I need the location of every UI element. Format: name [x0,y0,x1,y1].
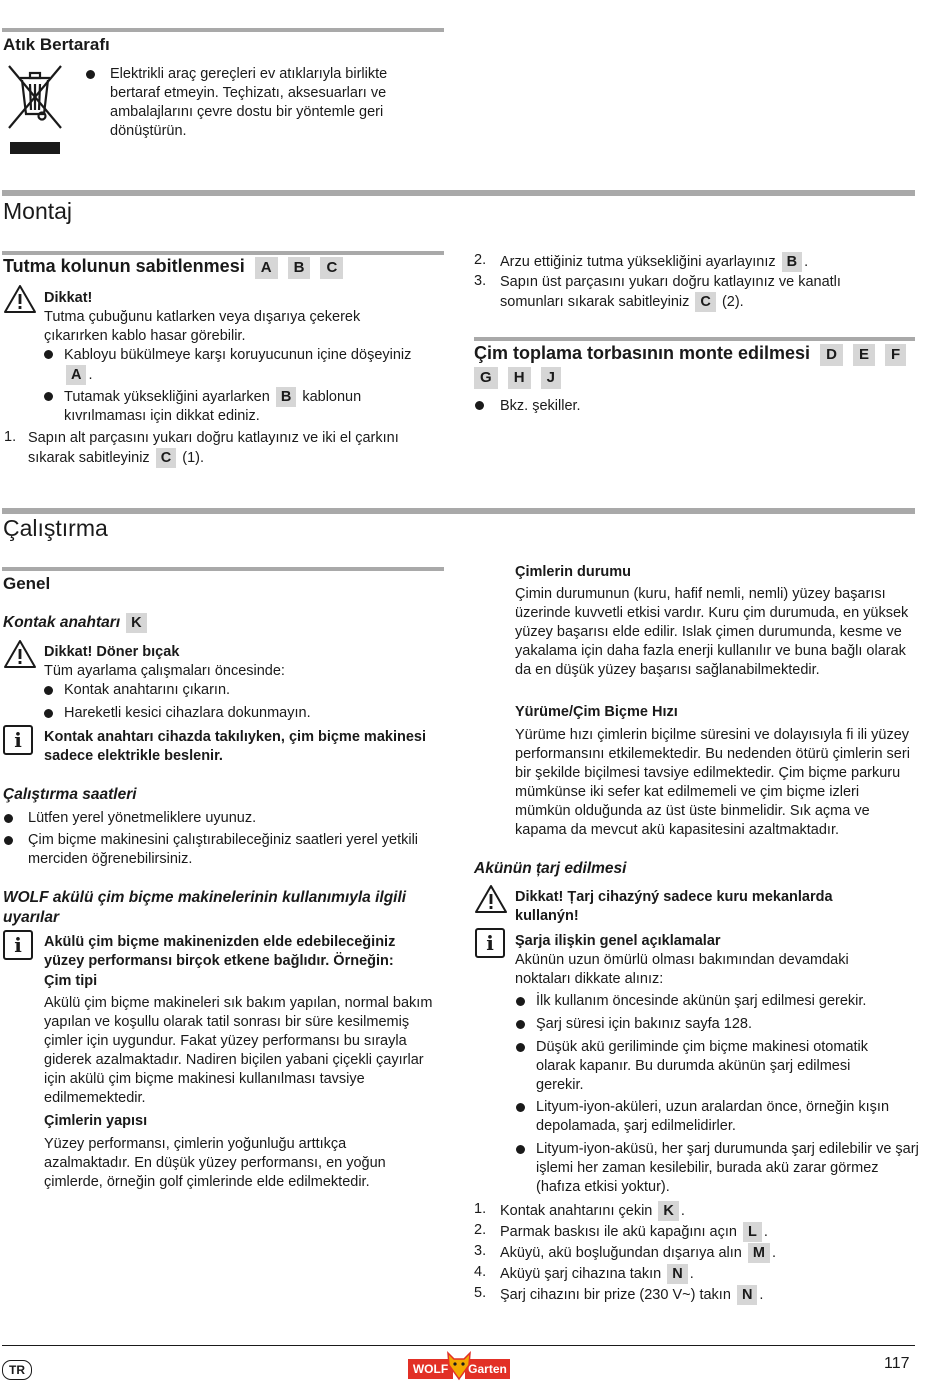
figure-tag: C [320,257,343,279]
info-icon: i [475,928,505,958]
step-text: Sapın üst parçasını yukarı doğru katlayınız ve kanatlı [500,274,841,290]
list-item: Kontak anahtarını çıkarın. [64,682,231,698]
figure-tag: E [853,344,875,366]
grass-structure-text: Yüzey performansı, çimlerin yoğunluğu arttıkça azalmaktadır. En düşük yüzey performansı, en yoğun çimlerde, örneğin golf çimlerinde elde edilmektedir. [44,1136,386,1190]
warning-text: Tüm ayarlama çalışmaları öncesinde: [44,663,285,679]
figure-tag: G [474,367,498,389]
charging-title: Akünün țarj edilmesi [474,860,627,877]
figure-tag: B [276,387,296,407]
speed-text: Yürüme hızı çimlerin biçilme süresini ve dolayısıyla fi ili yüzey performansını etkilemektedir. Bu nedenden ötürü çimlerin seri bir şekilde biçilmesi tavsiye edilmektedir. Çim biçme parkuru mümkünse iki sefer kat edilmemeli ve çim biçme izleri mümkün olduğunda az üst üste binmelidir. Sık açma ve kapama da mevcut akü kapasitesini azaltmaktadır. [515,727,910,838]
speed-title: Yürüme/Çim Biçme Hızı [515,704,678,720]
info-text: Akülü çim biçme makinenizden elde edebileceğiniz yüzey performansı birçok etkene bağlıdır. Örneğin: [44,934,396,969]
section-rule [2,567,444,571]
warning-icon [3,284,37,314]
bullet-dot [86,70,95,79]
info-text: Kontak anahtarı cihazda takılıyken, çim biçme makinesi sadece elektrikle beslenir. [44,729,426,764]
figure-tag: K [658,1201,678,1221]
list-item: Bkz. şekiller. [500,398,581,414]
bullet-dot [516,1043,525,1052]
key-title: Kontak anahtarı [3,613,121,631]
step-text: Sapın alt parçasını yukarı doğru katlayınız ve iki el çarkını [28,430,399,446]
step-item [500,1264,694,1284]
figure-tag: N [737,1285,757,1305]
bullet-dot [4,814,13,823]
step-item [500,1201,685,1221]
bullet-dot [516,1145,525,1154]
step-text: . [763,1223,768,1240]
step-text: . [680,1202,685,1219]
warning-title: Dikkat! Döner bıçak [44,644,180,660]
footer-rule [2,1345,915,1346]
key-heading [3,613,149,633]
step-text: Aküyü şarj cihazına takın [500,1265,662,1282]
info-icon: i [3,930,33,960]
wolf-head-icon [446,1351,472,1381]
step-number: 1. [474,1201,487,1217]
list-item: Lütfen yerel yönetmeliklere uyunuz. [28,810,257,826]
list-item: Şarj süresi için bakınız sayfa 128. [536,1016,752,1032]
list-item-text: Tutamak yüksekliğini ayarlarken [64,388,270,405]
figure-tag: A [66,365,86,385]
figure-tag: B [288,257,311,279]
section-rule [2,508,915,514]
step-item [500,252,920,272]
step-text: somunları sıkarak sabitleyiniz [500,293,690,310]
step-number: 2. [474,1222,487,1238]
warning-icon [474,884,508,914]
grass-condition-title: Çimlerin durumu [515,564,632,580]
list-item-text: Kabloyu bükülmeye karşı koruyucunun içine döşeyiniz [64,347,412,363]
figure-tag: A [255,257,278,279]
bullet-dot [44,709,53,718]
bullet-dot [516,1020,525,1029]
bullet-dot [516,997,525,1006]
list-item-text: kablonun [302,388,362,405]
step-number: 4. [474,1264,487,1280]
list-item: Lityum-iyon-aküleri, uzun aralardan önce, örneğin kışın depolamada, şarj edilmelidirler. [536,1099,890,1134]
step-text: Arzu ettiğiniz tutma yüksekliğini ayarlayınız [500,253,776,270]
list-item [64,387,439,426]
section-rule [474,337,915,341]
section-rule [2,190,915,196]
list-item-text: . [88,366,93,383]
step-text: Kontak anahtarını çekin [500,1202,653,1219]
figure-tag: K [126,613,146,633]
handle-title: Tutma kolunun sabitlenmesi [3,256,245,276]
crossed-bin-icon [6,64,64,156]
montaj-title: Montaj [3,198,73,224]
step-number: 3. [474,1243,487,1259]
step-item [28,429,443,468]
bullet-dot [44,350,53,359]
list-item-text: kıvrılmaması için dikkat ediniz. [64,408,260,424]
notes-title: WOLF akülü çim biçme makinelerinin kullanımıyla ilgili uyarılar [3,889,407,926]
grass-bag-title: Çim toplama torbasının monte edilmesi [474,343,811,363]
info-icon: i [3,725,33,755]
step-number: 2. [474,252,487,268]
step-number: 5. [474,1285,487,1301]
step-item [500,1285,763,1305]
step-text: Parmak baskısı ile akü kapağını açın [500,1223,737,1240]
section-rule [2,28,444,32]
step-text: Aküyü, akü boşluğundan dışarıya alın [500,1244,742,1261]
grass-bag-heading [474,342,915,390]
list-item: Lityum-iyon-aküsü, her şarj durumunda şarj edilebilir ve şarj işlemi her zaman kesilebilir, burada akü zarar görmez (hafıza etkisi yoktur). [536,1141,919,1195]
bullet-dot [516,1103,525,1112]
info-title: Şarja ilişkin genel açıklamalar [515,933,721,949]
figure-tag: F [885,344,906,366]
step-text: . [804,253,809,270]
step-text: Şarj cihazını bir prize (230 V~) takın [500,1286,731,1303]
figure-tag: C [695,292,715,312]
step-item [500,273,920,312]
operation-title: Çalıştırma [3,515,108,541]
page-number: 117 [884,1355,910,1372]
bullet-dot [44,392,53,401]
hours-title: Çalıştırma saatleri [3,786,137,803]
grass-type-title: Çim tipi [44,973,98,989]
figure-tag: J [541,367,561,389]
figure-tag: D [820,344,843,366]
warning-text: Tutma çubuğunu katlarken veya dışarıya çekerek çıkarırken kablo hasar görebilir. [44,309,361,344]
handle-heading [3,256,443,279]
warning-icon [3,639,37,669]
grass-condition-text: Çimin durumunun (kuru, hafif nemli, nemli) yüzey başarısı üzerinde kuvvetli etkisi vardır. Kuru çim durumuda, en yüksek yüzey başarısı elde edilir. Islak çimen durumunda, kesme ve yakalama için daha fazla enerji kullanılır ve buna bağlı olarak da en düşük yüzey başarısı sağlanabilmektedir. [515,586,909,678]
bullet-dot [44,686,53,695]
list-item: Hareketli kesici cihazlara dokunmayın. [64,705,311,721]
list-item [64,346,439,385]
step-text: . [759,1286,764,1303]
step-number: 3. [474,273,487,289]
figure-tag: M [748,1243,770,1263]
logo-right-text: Garten [465,1359,510,1379]
figure-tag: H [508,367,531,389]
warning-title: Dikkat! [44,290,93,306]
warning-text: Dikkat! Țarj cihazýný sadece kuru mekanlarda kullanýn! [515,889,833,924]
grass-structure-title: Çimlerin yapısı [44,1113,148,1129]
info-text: Akünün uzun ömürlü olması bakımından devamdaki noktaları dikkate alınız: [515,952,849,987]
bullet-dot [4,836,13,845]
step-text: (2). [721,293,744,310]
grass-type-text: Akülü çim biçme makineleri sık bakım yapılan, normal bakım yapılan ve koşullu olarak tatil sonrası bir süre kesilmemiş çimler için uygundur. Fakat yüzey performansı bu sırayla giderek azalmaktadır. Nadiren biçilen yabani çiçekli çayırlar için akülü çim biçme makinesi kullanılması tavsiye edilmemektedir. [44,995,433,1106]
wolf-garten-logo [408,1351,510,1381]
list-item: İlk kullanım öncesinde akünün şarj edilmesi gerekir. [536,993,867,1009]
figure-tag: N [667,1264,687,1284]
disposal-title: Atık Bertarafı [3,35,110,54]
step-item [500,1222,768,1242]
list-item: Düşük akü geriliminde çim biçme makinesi otomatik olarak kapanır. Bu durumda akünün şarj edilmesi gerekir. [536,1039,869,1093]
general-title: Genel [3,574,51,593]
figure-tag: B [782,252,802,272]
step-number: 1. [4,429,17,445]
step-text: sıkarak sabitleyiniz [28,449,150,466]
list-item: Çim biçme makinesini çalıştırabileceğiniz saatleri yerel yetkili merciden öğrenebilirsiniz. [28,832,419,867]
figure-tag: C [156,448,176,468]
step-text: . [689,1265,694,1282]
language-badge: TR [2,1360,32,1380]
bullet-dot [475,401,484,410]
step-text: . [771,1244,776,1261]
step-text: (1). [182,449,204,466]
step-item [500,1243,776,1263]
figure-tag: L [743,1222,762,1242]
disposal-text: Elektrikli araç gereçleri ev atıklarıyla birlikte bertaraf etmeyin. Teçhizatı, aksesuarları ve ambalajlarını çevre dostu bir yöntemle geri dönüştürün. [110,66,388,139]
section-rule [2,251,444,255]
logo-left-text: WOLF [408,1359,453,1379]
